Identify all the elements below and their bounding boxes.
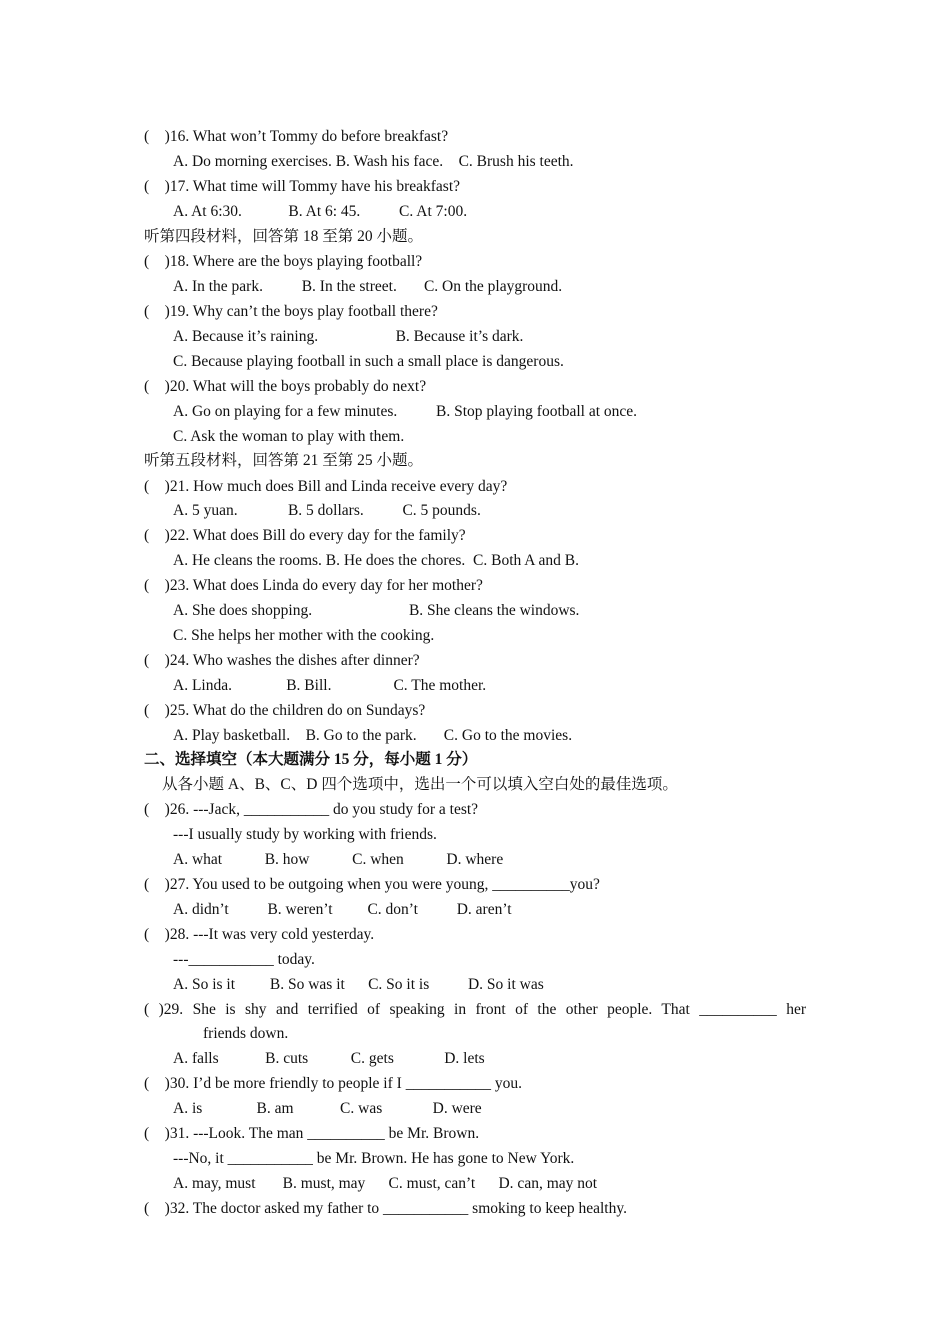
question-26: ( )26. ---Jack, ___________ do you study for a test? bbox=[144, 801, 479, 818]
question-16-options: A. Do morning exercises. B. Wash his face. C. Brush his teeth. bbox=[173, 153, 574, 170]
question-22-options: A. He cleans the rooms. B. He does the chores. C. Both A and B. bbox=[173, 552, 579, 569]
question-18: ( )18. Where are the boys playing football? bbox=[144, 253, 423, 270]
question-30: ( )30. I’d be more friendly to people if I ___________ you. bbox=[144, 1075, 522, 1092]
question-26-options: A. what B. how C. when D. where bbox=[173, 851, 504, 868]
question-21: ( )21. How much does Bill and Linda receive every day? bbox=[144, 478, 508, 495]
question-31: ( )31. ---Look. The man __________ be Mr. Brown. bbox=[144, 1125, 480, 1142]
question-17: ( )17. What time will Tommy have his breakfast? bbox=[144, 178, 461, 195]
question-32: ( )32. The doctor asked my father to ___________ smoking to keep healthy. bbox=[144, 1200, 627, 1217]
question-31-reply: ---No, it ___________ be Mr. Brown. He has gone to New York. bbox=[173, 1150, 575, 1167]
question-27-options: A. didn’t B. weren’t C. don’t D. aren’t bbox=[173, 901, 512, 918]
question-23: ( )23. What does Linda do every day for her mother? bbox=[144, 577, 483, 594]
question-26-reply: ---I usually study by working with friends. bbox=[173, 826, 437, 843]
question-20-option-c: C. Ask the woman to play with them. bbox=[173, 428, 405, 445]
question-16: ( )16. What won’t Tommy do before breakfast? bbox=[144, 128, 449, 145]
question-23-options-ab: A. She does shopping. B. She cleans the windows. bbox=[173, 602, 580, 619]
question-23-option-c: C. She helps her mother with the cooking. bbox=[173, 627, 435, 644]
section-2-instruction: 从各小题 A、B、C、D 四个选项中，选出一个可以填入空白处的最佳选项。 bbox=[162, 776, 678, 793]
question-18-options: A. In the park. B. In the street. C. On the playground. bbox=[173, 278, 563, 295]
question-25-options: A. Play basketball. B. Go to the park. C. Go to the movies. bbox=[173, 727, 573, 744]
question-24: ( )24. Who washes the dishes after dinner? bbox=[144, 652, 420, 669]
question-28-options: A. So is it B. So was it C. So it is D. So it was bbox=[173, 976, 544, 993]
question-19-options-ab: A. Because it’s raining. B. Because it’s dark. bbox=[173, 328, 524, 345]
question-29-options: A. falls B. cuts C. gets D. lets bbox=[173, 1050, 485, 1067]
question-17-options: A. At 6:30. B. At 6: 45. C. At 7:00. bbox=[173, 203, 468, 220]
question-19: ( )19. Why can’t the boys play football there? bbox=[144, 303, 438, 320]
question-28-reply: ---___________ today. bbox=[173, 951, 315, 968]
section-instruction-4: 听第四段材料，回答第 18 至第 20 小题。 bbox=[144, 228, 424, 245]
question-21-options: A. 5 yuan. B. 5 dollars. C. 5 pounds. bbox=[173, 502, 481, 519]
question-30-options: A. is B. am C. was D. were bbox=[173, 1100, 482, 1117]
question-22: ( )22. What does Bill do every day for the family? bbox=[144, 527, 466, 544]
question-20: ( )20. What will the boys probably do next? bbox=[144, 378, 427, 395]
question-20-options-ab: A. Go on playing for a few minutes. B. Stop playing football at once. bbox=[173, 403, 638, 420]
question-27: ( )27. You used to be outgoing when you were young, __________you? bbox=[144, 876, 600, 893]
section-heading-2: 二、选择填空（本大题满分 15 分，每小题 1 分） bbox=[144, 751, 478, 768]
question-28: ( )28. ---It was very cold yesterday. bbox=[144, 926, 375, 943]
question-29: ( )29. She is shy and terrified of speaking in front of the other people. That __________ her bbox=[144, 1001, 806, 1018]
question-24-options: A. Linda. B. Bill. C. The mother. bbox=[173, 677, 487, 694]
question-31-options: A. may, must B. must, may C. must, can’t D. can, may not bbox=[173, 1175, 598, 1192]
question-29-continuation: friends down. bbox=[203, 1025, 289, 1042]
section-instruction-5: 听第五段材料，回答第 21 至第 25 小题。 bbox=[144, 452, 424, 469]
question-19-option-c: C. Because playing football in such a small place is dangerous. bbox=[173, 353, 564, 370]
question-25: ( )25. What do the children do on Sundays? bbox=[144, 702, 426, 719]
